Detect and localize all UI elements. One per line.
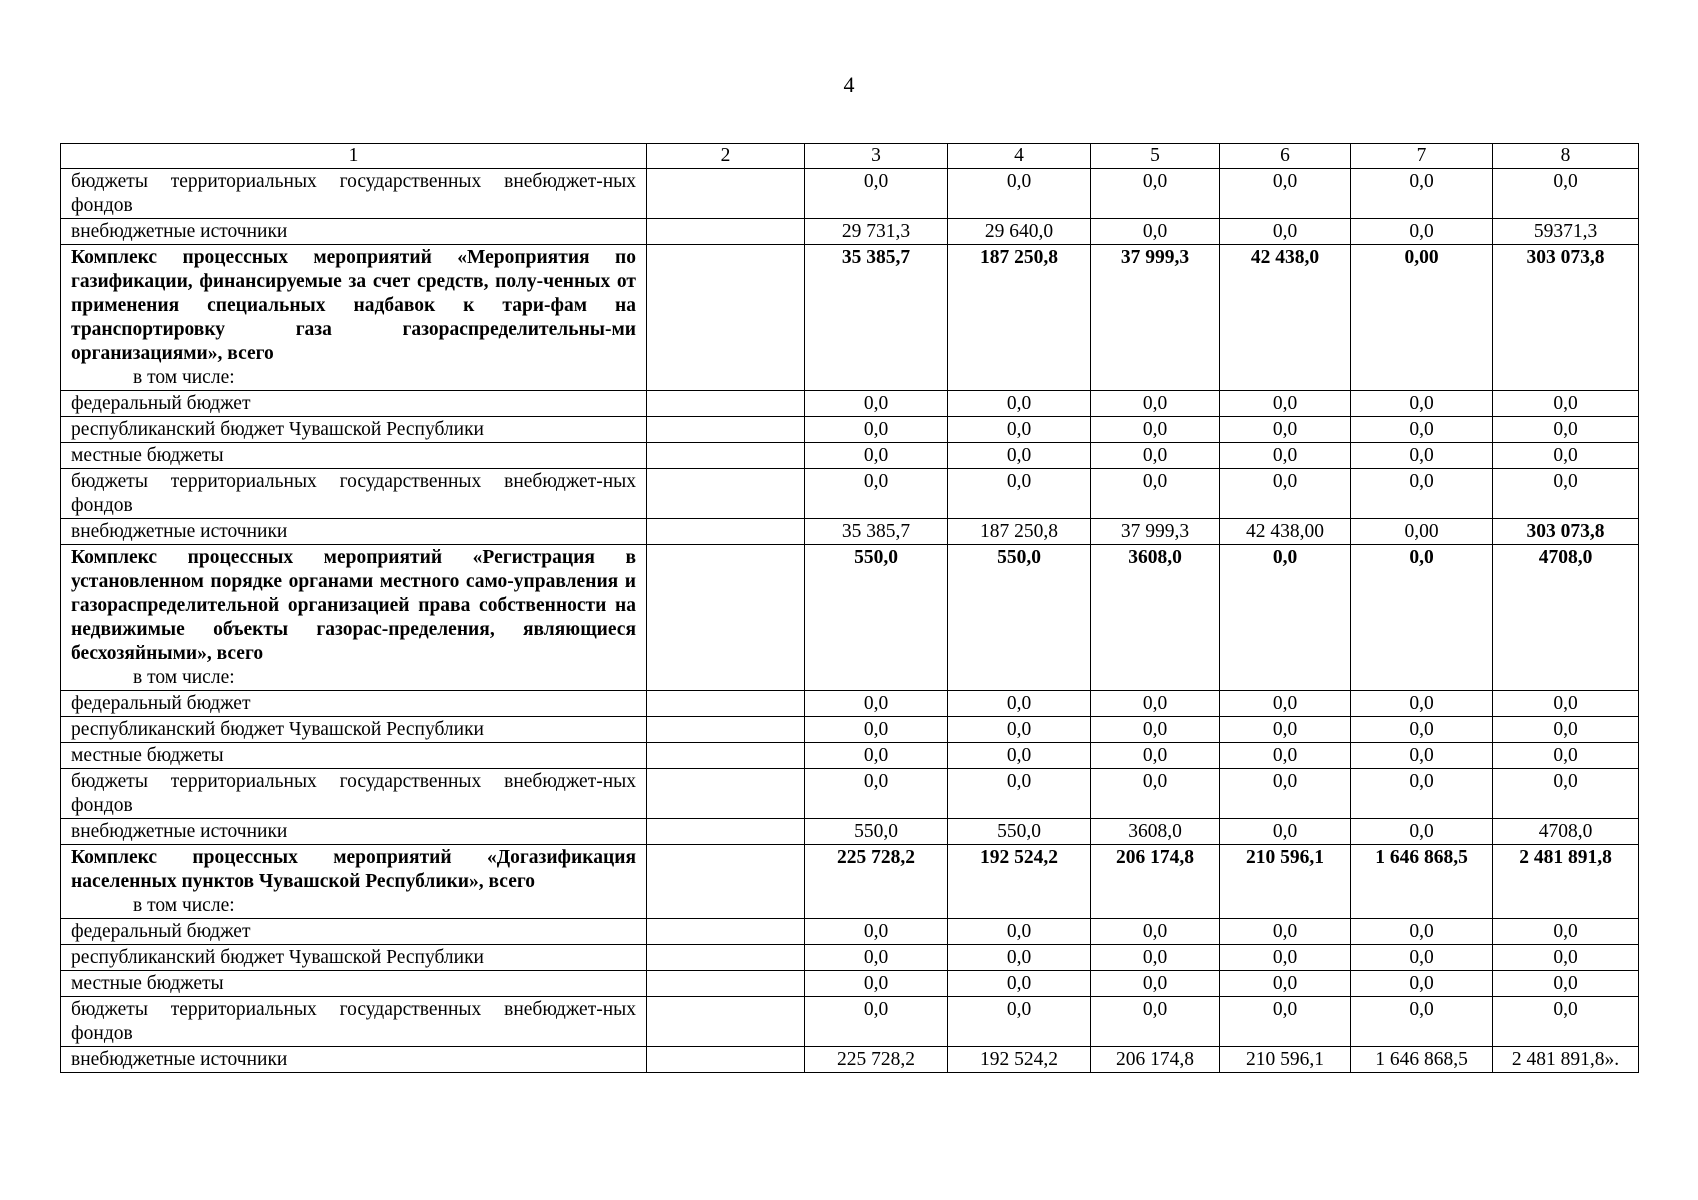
- row-label: внебюджетные источники: [71, 221, 288, 242]
- column-number: 6: [1220, 144, 1351, 169]
- row-label-cell: [61, 391, 647, 417]
- value-cell: 0,0: [1351, 945, 1493, 971]
- row-label-cell: [61, 819, 647, 845]
- value-cell: 0,0: [948, 417, 1091, 443]
- value-cell: 303 073,8: [1493, 519, 1639, 545]
- row-label-cell: [61, 169, 647, 219]
- value-cell: 0,0: [1220, 971, 1351, 997]
- row-label-cell: [61, 219, 647, 245]
- row-label: бюджеты территориальных государственных внебюджет-ных фондов: [71, 171, 636, 216]
- value-cell: 0,0: [805, 997, 948, 1047]
- column-number: 2: [647, 144, 805, 169]
- column-number: 4: [948, 144, 1091, 169]
- value-cell: 0,00: [1351, 519, 1493, 545]
- empty-cell: [647, 845, 805, 919]
- program-total-row: [61, 245, 1639, 391]
- value-cell: 0,0: [948, 691, 1091, 717]
- value-cell: 0,0: [1220, 717, 1351, 743]
- row-label: Комплекс процессных мероприятий «Регистрация в установленном порядке органами местного само-управления и газораспределительной организацией права собственности на недвижимые объекты газорас-пределения, являющиеся бесхозяйными», всего: [71, 547, 636, 664]
- funding-source-row: [61, 971, 1639, 997]
- value-cell: 550,0: [948, 545, 1091, 691]
- value-cell: 0,0: [1351, 769, 1493, 819]
- value-cell: 0,0: [1220, 443, 1351, 469]
- value-cell: 0,0: [805, 169, 948, 219]
- value-cell: 0,0: [1220, 819, 1351, 845]
- value-cell: 0,0: [1091, 971, 1220, 997]
- row-sublabel: в том числе:: [133, 667, 235, 688]
- value-cell: 0,0: [1351, 819, 1493, 845]
- row-label-cell: [61, 743, 647, 769]
- value-cell: 0,0: [1091, 919, 1220, 945]
- funding-source-row: [61, 1047, 1639, 1073]
- value-cell: 0,0: [1493, 469, 1639, 519]
- row-label-cell: [61, 919, 647, 945]
- value-cell: 0,0: [1091, 945, 1220, 971]
- column-number: 7: [1351, 144, 1493, 169]
- value-cell: 0,0: [805, 691, 948, 717]
- value-cell: 0,0: [1351, 971, 1493, 997]
- value-cell: 0,0: [805, 919, 948, 945]
- row-label-cell: [61, 545, 647, 691]
- value-cell: 0,00: [1351, 245, 1493, 391]
- row-label: федеральный бюджет: [71, 693, 251, 714]
- value-cell: 0,0: [805, 743, 948, 769]
- value-cell: 37 999,3: [1091, 519, 1220, 545]
- value-cell: 0,0: [1493, 769, 1639, 819]
- empty-cell: [647, 919, 805, 945]
- empty-cell: [647, 997, 805, 1047]
- value-cell: 0,0: [1351, 717, 1493, 743]
- program-total-row: [61, 845, 1639, 919]
- row-label: федеральный бюджет: [71, 393, 251, 414]
- value-cell: 0,0: [1220, 545, 1351, 691]
- value-cell: 0,0: [948, 997, 1091, 1047]
- value-cell: 0,0: [948, 443, 1091, 469]
- row-label: бюджеты территориальных государственных внебюджет-ных фондов: [71, 999, 636, 1044]
- value-cell: 0,0: [1220, 391, 1351, 417]
- value-cell: 0,0: [948, 971, 1091, 997]
- value-cell: 0,0: [1091, 769, 1220, 819]
- value-cell: 35 385,7: [805, 245, 948, 391]
- value-cell: 0,0: [1091, 417, 1220, 443]
- empty-cell: [647, 245, 805, 391]
- column-number: 8: [1493, 144, 1639, 169]
- funding-source-row: [61, 469, 1639, 519]
- empty-cell: [647, 769, 805, 819]
- value-cell: 0,0: [1220, 743, 1351, 769]
- empty-cell: [647, 1047, 805, 1073]
- value-cell: 3608,0: [1091, 545, 1220, 691]
- row-label-cell: [61, 417, 647, 443]
- value-cell: 0,0: [1091, 219, 1220, 245]
- row-label-cell: [61, 469, 647, 519]
- value-cell: 4708,0: [1493, 545, 1639, 691]
- funding-source-row: [61, 169, 1639, 219]
- value-cell: 0,0: [1493, 391, 1639, 417]
- value-cell: 206 174,8: [1091, 845, 1220, 919]
- funding-source-row: [61, 819, 1639, 845]
- value-cell: 0,0: [1351, 417, 1493, 443]
- value-cell: 4708,0: [1493, 819, 1639, 845]
- value-cell: 550,0: [805, 545, 948, 691]
- value-cell: 0,0: [948, 743, 1091, 769]
- value-cell: 0,0: [1091, 169, 1220, 219]
- value-cell: 0,0: [805, 469, 948, 519]
- value-cell: 0,0: [948, 717, 1091, 743]
- empty-cell: [647, 417, 805, 443]
- empty-cell: [647, 945, 805, 971]
- empty-cell: [647, 519, 805, 545]
- row-label-cell: [61, 519, 647, 545]
- value-cell: 0,0: [1351, 219, 1493, 245]
- value-cell: 0,0: [948, 391, 1091, 417]
- funding-source-row: [61, 997, 1639, 1047]
- value-cell: 192 524,2: [948, 1047, 1091, 1073]
- value-cell: 0,0: [1351, 743, 1493, 769]
- funding-source-row: [61, 717, 1639, 743]
- value-cell: 0,0: [1351, 997, 1493, 1047]
- funding-source-row: [61, 919, 1639, 945]
- value-cell: 0,0: [1493, 997, 1639, 1047]
- funding-source-row: [61, 391, 1639, 417]
- value-cell: 210 596,1: [1220, 845, 1351, 919]
- value-cell: 192 524,2: [948, 845, 1091, 919]
- value-cell: 0,0: [1091, 997, 1220, 1047]
- value-cell: 42 438,00: [1220, 519, 1351, 545]
- value-cell: 0,0: [1351, 169, 1493, 219]
- row-label-cell: [61, 245, 647, 391]
- funding-source-row: [61, 743, 1639, 769]
- value-cell: 29 640,0: [948, 219, 1091, 245]
- value-cell: 0,0: [1493, 169, 1639, 219]
- row-label: федеральный бюджет: [71, 921, 251, 942]
- value-cell: 225 728,2: [805, 1047, 948, 1073]
- value-cell: 0,0: [1220, 469, 1351, 519]
- empty-cell: [647, 691, 805, 717]
- column-number: 5: [1091, 144, 1220, 169]
- value-cell: 0,0: [1351, 919, 1493, 945]
- column-number: 3: [805, 144, 948, 169]
- value-cell: 0,0: [805, 443, 948, 469]
- value-cell: 0,0: [1351, 391, 1493, 417]
- row-label: республиканский бюджет Чувашской Республики: [71, 419, 484, 440]
- value-cell: 37 999,3: [1091, 245, 1220, 391]
- row-label: местные бюджеты: [71, 745, 224, 766]
- empty-cell: [647, 443, 805, 469]
- value-cell: 0,0: [1493, 443, 1639, 469]
- value-cell: 206 174,8: [1091, 1047, 1220, 1073]
- row-label-cell: [61, 691, 647, 717]
- value-cell: 0,0: [1091, 469, 1220, 519]
- value-cell: 35 385,7: [805, 519, 948, 545]
- row-label: республиканский бюджет Чувашской Республики: [71, 947, 484, 968]
- program-total-row: [61, 545, 1639, 691]
- value-cell: 0,0: [1220, 769, 1351, 819]
- row-label-cell: [61, 443, 647, 469]
- value-cell: 0,0: [805, 717, 948, 743]
- row-label: местные бюджеты: [71, 973, 224, 994]
- row-label: Комплекс процессных мероприятий «Мероприятия по газификации, финансируемые за счет средств, полу-ченных от применения специальных надбавок к тари-фам на транспортировку газа газораспределительны-ми организациями», всего: [71, 247, 636, 364]
- value-cell: 225 728,2: [805, 845, 948, 919]
- row-label: внебюджетные источники: [71, 821, 288, 842]
- value-cell: 2 481 891,8».: [1493, 1047, 1639, 1073]
- value-cell: 0,0: [1351, 691, 1493, 717]
- empty-cell: [647, 971, 805, 997]
- value-cell: 1 646 868,5: [1351, 1047, 1493, 1073]
- row-label-cell: [61, 945, 647, 971]
- row-label-cell: [61, 769, 647, 819]
- empty-cell: [647, 743, 805, 769]
- value-cell: 0,0: [948, 919, 1091, 945]
- value-cell: 0,0: [1220, 691, 1351, 717]
- value-cell: 0,0: [948, 469, 1091, 519]
- budget-table: [60, 143, 1639, 1073]
- value-cell: 0,0: [1351, 469, 1493, 519]
- value-cell: 550,0: [948, 819, 1091, 845]
- empty-cell: [647, 391, 805, 417]
- value-cell: 210 596,1: [1220, 1047, 1351, 1073]
- value-cell: 0,0: [1493, 945, 1639, 971]
- value-cell: 0,0: [1091, 743, 1220, 769]
- value-cell: 0,0: [805, 971, 948, 997]
- value-cell: 303 073,8: [1493, 245, 1639, 391]
- empty-cell: [647, 469, 805, 519]
- value-cell: 187 250,8: [948, 519, 1091, 545]
- value-cell: 0,0: [1091, 691, 1220, 717]
- column-number-row: [61, 144, 1639, 169]
- value-cell: 0,0: [1220, 945, 1351, 971]
- value-cell: 0,0: [1220, 219, 1351, 245]
- row-label: внебюджетные источники: [71, 1049, 288, 1070]
- row-label-cell: [61, 845, 647, 919]
- value-cell: 0,0: [948, 945, 1091, 971]
- row-label: Комплекс процессных мероприятий «Догазификация населенных пунктов Чувашской Республики», всего: [71, 847, 636, 892]
- empty-cell: [647, 219, 805, 245]
- funding-source-row: [61, 691, 1639, 717]
- value-cell: 0,0: [805, 391, 948, 417]
- value-cell: 0,0: [1493, 691, 1639, 717]
- value-cell: 0,0: [1493, 743, 1639, 769]
- value-cell: 0,0: [1493, 971, 1639, 997]
- empty-cell: [647, 717, 805, 743]
- row-sublabel: в том числе:: [133, 367, 235, 388]
- value-cell: 0,0: [1351, 545, 1493, 691]
- value-cell: 59371,3: [1493, 219, 1639, 245]
- row-label-cell: [61, 1047, 647, 1073]
- funding-source-row: [61, 519, 1639, 545]
- empty-cell: [647, 545, 805, 691]
- funding-source-row: [61, 769, 1639, 819]
- row-label: местные бюджеты: [71, 445, 224, 466]
- row-sublabel: в том числе:: [133, 895, 235, 916]
- value-cell: 2 481 891,8: [1493, 845, 1639, 919]
- value-cell: 0,0: [948, 769, 1091, 819]
- value-cell: 0,0: [1493, 919, 1639, 945]
- value-cell: 1 646 868,5: [1351, 845, 1493, 919]
- value-cell: 187 250,8: [948, 245, 1091, 391]
- column-number: 1: [61, 144, 647, 169]
- value-cell: 0,0: [805, 769, 948, 819]
- value-cell: 0,0: [1351, 443, 1493, 469]
- value-cell: 0,0: [805, 417, 948, 443]
- value-cell: 0,0: [948, 169, 1091, 219]
- value-cell: 550,0: [805, 819, 948, 845]
- funding-source-row: [61, 219, 1639, 245]
- value-cell: 42 438,0: [1220, 245, 1351, 391]
- row-label-cell: [61, 997, 647, 1047]
- row-label: бюджеты территориальных государственных внебюджет-ных фондов: [71, 771, 636, 816]
- value-cell: 0,0: [1493, 417, 1639, 443]
- page-number: 4: [843, 72, 855, 97]
- value-cell: 0,0: [1091, 443, 1220, 469]
- empty-cell: [647, 819, 805, 845]
- value-cell: 3608,0: [1091, 819, 1220, 845]
- value-cell: 0,0: [1091, 717, 1220, 743]
- funding-source-row: [61, 417, 1639, 443]
- row-label: бюджеты территориальных государственных внебюджет-ных фондов: [71, 471, 636, 516]
- value-cell: 0,0: [1220, 169, 1351, 219]
- value-cell: 0,0: [1220, 997, 1351, 1047]
- value-cell: 0,0: [1220, 919, 1351, 945]
- value-cell: 0,0: [805, 945, 948, 971]
- table-body: [61, 169, 1639, 1073]
- empty-cell: [647, 169, 805, 219]
- row-label-cell: [61, 971, 647, 997]
- value-cell: 0,0: [1220, 417, 1351, 443]
- value-cell: 29 731,3: [805, 219, 948, 245]
- value-cell: 0,0: [1493, 717, 1639, 743]
- row-label: внебюджетные источники: [71, 521, 288, 542]
- row-label: республиканский бюджет Чувашской Республики: [71, 719, 484, 740]
- value-cell: 0,0: [1091, 391, 1220, 417]
- row-label-cell: [61, 717, 647, 743]
- funding-source-row: [61, 945, 1639, 971]
- funding-source-row: [61, 443, 1639, 469]
